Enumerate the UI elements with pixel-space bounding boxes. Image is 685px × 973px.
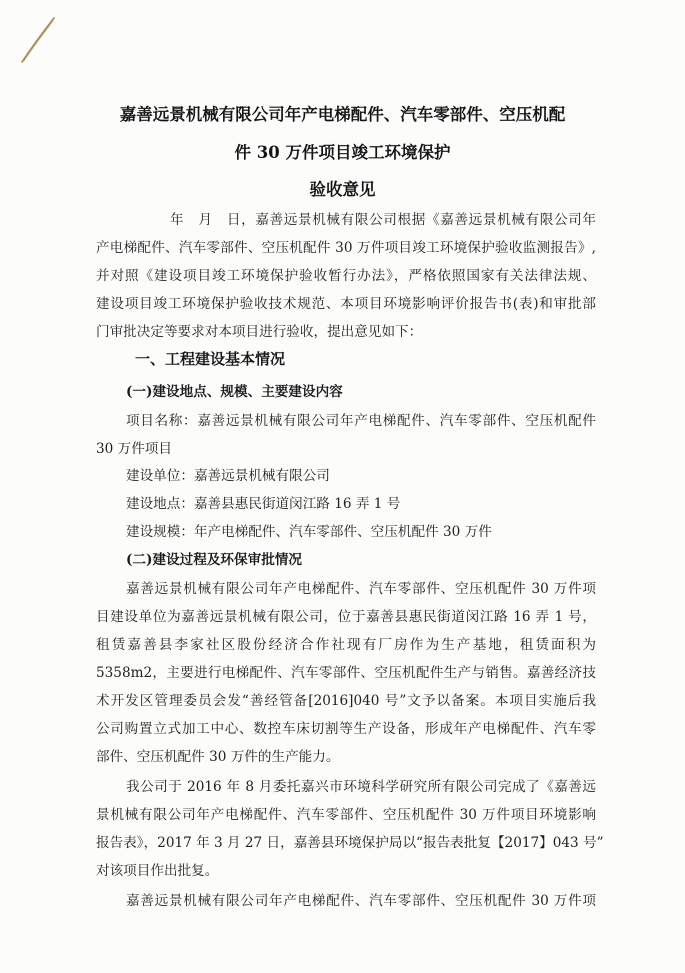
paragraph-line: 公司购置立式加工中心、数控车床切割等生产设备，形成年产电梯配件、汽车零 <box>96 721 596 737</box>
project-name-line: 项目名称：嘉善远景机械有限公司年产电梯配件、汽车零部件、空压机配件 <box>126 413 596 429</box>
paragraph-line: 景机械有限公司年产电梯配件、汽车零部件、空压机配件 30 万件项目环境影响 <box>96 807 596 823</box>
paragraph-line: 嘉善远景机械有限公司年产电梯配件、汽车零部件、空压机配件 30 万件项 <box>126 893 596 909</box>
paragraph-line: 租赁嘉善县李家社区股份经济合作社现有厂房作为生产基地，租赁面积为 <box>96 637 596 653</box>
paragraph-line: 术开发区管理委员会发“善经管备[2016]040 号”文予以备案。本项目实施后我 <box>96 693 596 709</box>
paragraph-line: 对该项目作出批复。 <box>96 863 219 879</box>
construction-location: 建设地点：嘉善县惠民街道闵江路 16 弄 1 号 <box>126 496 401 512</box>
intro-line: 门审批决定等要求对本项目进行验收，提出意见如下： <box>96 324 423 340</box>
paragraph-line: 嘉善远景机械有限公司年产电梯配件、汽车零部件、空压机配件 30 万件项 <box>126 581 596 597</box>
construction-scale: 建设规模：年产电梯配件、汽车零部件、空压机配件 30 万件 <box>126 524 492 540</box>
paragraph-line: 目建设单位为嘉善远景机械有限公司，位于嘉善县惠民街道闵江路 16 弄 1 号， <box>96 609 596 625</box>
section-heading: 一、工程建设基本情况 <box>135 350 286 368</box>
project-name-line: 30 万件项目 <box>96 441 172 457</box>
intro-line: 产电梯配件、汽车零部件、空压机配件 30 万件项目竣工环境保护验收监测报告》, <box>96 240 596 256</box>
document-title-line-1: 嘉善远景机械有限公司年产电梯配件、汽车零部件、空压机配 <box>119 105 566 124</box>
subsection-heading: (二)建设过程及环保审批情况 <box>126 552 302 568</box>
intro-line: 年 月 日，嘉善远景机械有限公司根据《嘉善远景机械有限公司年 <box>170 212 596 228</box>
subsection-heading: (一)建设地点、规模、主要建设内容 <box>126 384 343 400</box>
construction-unit: 建设单位：嘉善远景机械有限公司 <box>126 468 330 484</box>
paragraph-line: 部件、空压机配件 30 万件的生产能力。 <box>96 749 340 765</box>
paragraph-line: 我公司于 2016 年 8 月委托嘉兴市环境科学研究所有限公司完成了《嘉善远 <box>126 779 596 795</box>
pen-stroke-mark <box>18 14 58 66</box>
intro-line: 并对照《建设项目竣工环境保护验收暂行办法》，严格依照国家有关法律法规、 <box>96 268 596 284</box>
paragraph-line: 报告表》，2017 年 3 月 27 日，嘉善县环境保护局以“报告表批复【2017】043 号” <box>96 835 604 851</box>
paragraph-line: 5358m2，主要进行电梯配件、汽车零部件、空压机配件生产与销售。嘉善经济技 <box>96 665 596 681</box>
intro-line: 建设项目竣工环境保护验收技术规范、本项目环境影响评价报告书(表)和审批部 <box>96 296 596 312</box>
document-title-line-3: 验收意见 <box>309 180 376 199</box>
document-title-line-2: 件 30 万件项目竣工环境保护 <box>234 143 451 162</box>
